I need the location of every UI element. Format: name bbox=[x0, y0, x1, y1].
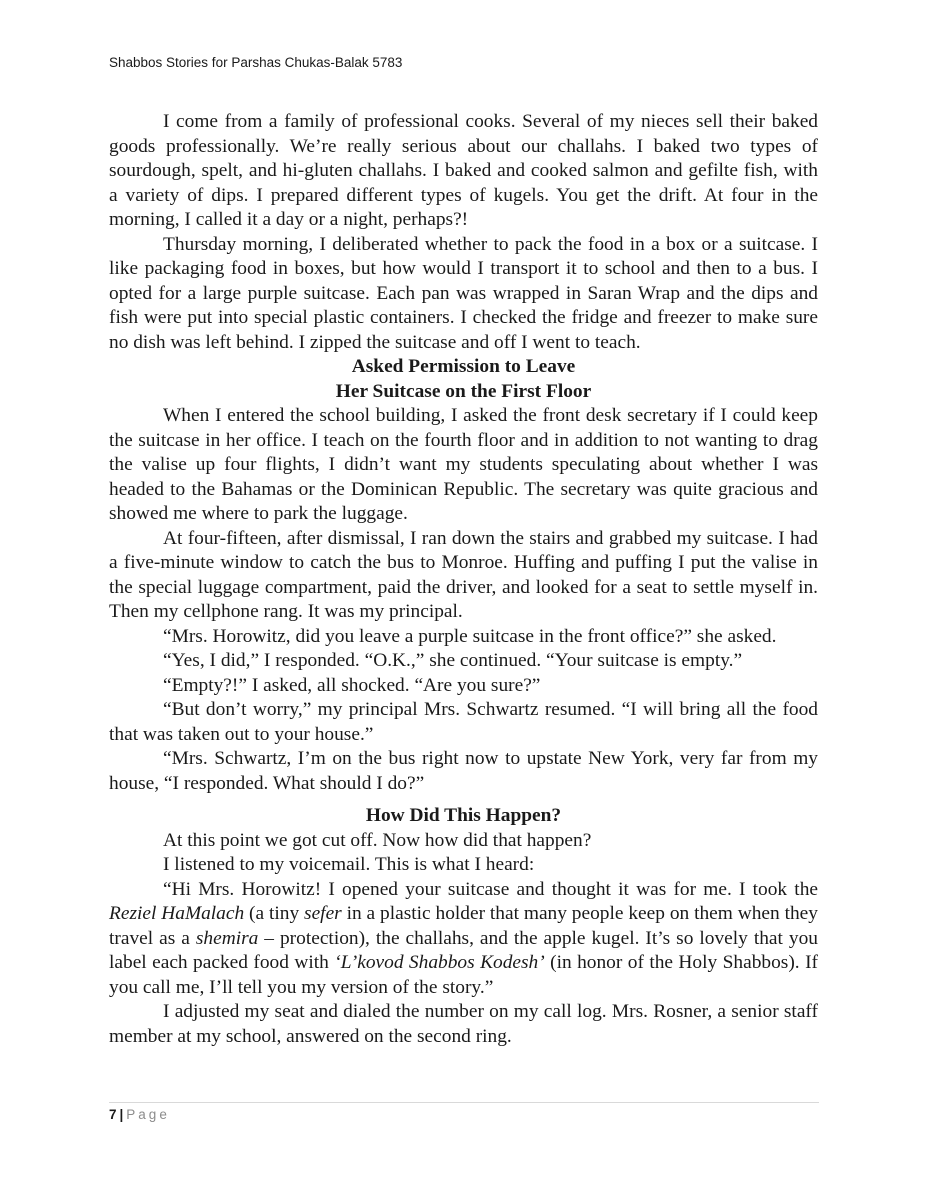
section-heading: How Did This Happen? bbox=[365, 805, 562, 826]
italic-term: sefer bbox=[304, 903, 342, 924]
text-run: in a plastic holder that many people keep on them when they travel as a bbox=[109, 903, 818, 949]
section-heading: Her Suitcase on the First Floor bbox=[335, 380, 592, 402]
paragraph: “Yes, I did,” I responded. “O.K.,” she continued. “Your suitcase is empty.” bbox=[163, 650, 743, 671]
paragraph: “Mrs. Schwartz, I’m on the bus right now to upstate New York, very far from my house, “I responded. What should I do?” bbox=[109, 748, 818, 794]
paragraph: “But don’t worry,” my principal Mrs. Schwartz resumed. “I will bring all the food that was taken out to your house.” bbox=[109, 699, 818, 745]
paragraph: At four-fifteen, after dismissal, I ran down the stairs and grabbed my suitcase. I had a five-minute window to catch the bus to Monroe. Huffing and puffing I put the valise in the special luggage compartment, paid the driver, and looked for a seat to settle myself in. Then my cellphone rang. It was my principal. bbox=[109, 527, 818, 622]
paragraph: At this point we got cut off. Now how did that happen? bbox=[163, 829, 592, 851]
footer-separator: | bbox=[119, 1107, 124, 1122]
page-footer bbox=[109, 1107, 170, 1122]
italic-term: Reziel HaMalach bbox=[109, 903, 245, 924]
paragraph: I come from a family of professional cooks. Several of my nieces sell their baked goods professionally. We’re really serious about our challahs. I baked two types of sourdough, spelt, and hi-gluten challahs. I baked and cooked salmon and gefilte fish, with a variety of dips. I prepared different types of kugels. You get the drift. At four in the morning, I called it a day or a night, perhaps?! bbox=[109, 111, 818, 230]
paragraph: “Mrs. Horowitz, did you leave a purple suitcase in the front office?” she asked. bbox=[163, 625, 777, 647]
text-run: (in honor of the Holy Shabbos). If you call me, I’ll tell you my version of the story.” bbox=[109, 952, 818, 998]
paragraph: I adjusted my seat and dialed the number on my call log. Mrs. Rosner, a senior staff member at my school, answered on the second ring. bbox=[109, 1001, 818, 1047]
text-run: (a tiny bbox=[244, 903, 305, 924]
page-label: Page bbox=[126, 1107, 170, 1122]
story-body bbox=[109, 110, 818, 1049]
footer-divider bbox=[109, 1102, 819, 1103]
paragraph: “Empty?!” I asked, all shocked. “Are you sure?” bbox=[163, 674, 541, 696]
text-run: – protection), the challahs, and the apple kugel. It’s so lovely that you label each packed food with bbox=[109, 927, 818, 973]
paragraph: Thursday morning, I deliberated whether to pack the food in a box or a suitcase. I like packaging food in boxes, but how would I transport it to school and then to a bus. I opted for a large purple suitcase. Each pan was wrapped in Saran Wrap and the dips and fish were put into special plastic containers. I checked the fridge and freezer to make sure no dish was left behind. I zipped the suitcase and off I went to teach. bbox=[109, 233, 818, 353]
page-number: 7 bbox=[109, 1107, 117, 1122]
section-heading: Asked Permission to Leave bbox=[351, 356, 576, 377]
running-header: Shabbos Stories for Parshas Chukas-Balak 5783 bbox=[109, 55, 403, 70]
paragraph bbox=[109, 878, 818, 1001]
italic-term: ‘L’kovod Shabbos Kodesh’ bbox=[334, 952, 545, 973]
paragraph: I listened to my voicemail. This is what I heard: bbox=[163, 854, 535, 875]
text-run: “Hi Mrs. Horowitz! I opened your suitcase and thought it was for me. I took the bbox=[163, 878, 818, 900]
italic-term: shemira bbox=[195, 927, 259, 949]
paragraph: When I entered the school building, I asked the front desk secretary if I could keep the suitcase in her office. I teach on the fourth floor and in addition to not wanting to drag the valise up four flights, I didn’t want my students speculating about whether I was headed to the Bahamas or the Dominican Republic. The secretary was quite gracious and showed me where to park the luggage. bbox=[109, 405, 818, 524]
